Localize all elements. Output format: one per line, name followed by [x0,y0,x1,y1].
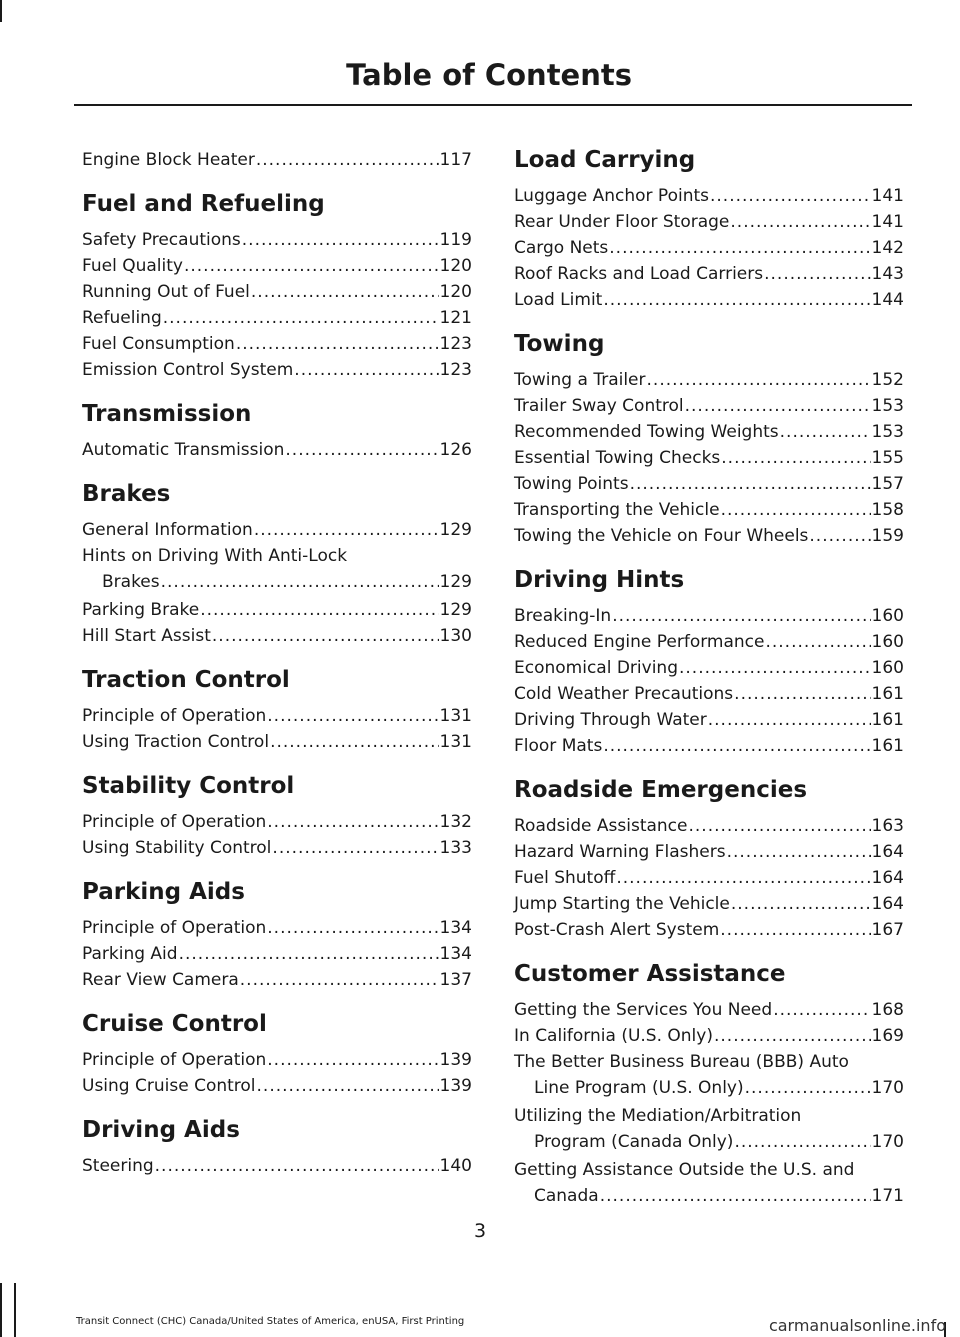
toc-entry-title: Brakes [102,572,160,592]
toc-entry[interactable] [514,445,904,471]
dot-leader [155,1153,439,1179]
toc-entry[interactable] [82,835,472,861]
dot-leader [242,227,439,253]
toc-entry-title: Using Stability Control [82,838,272,858]
toc-entry-title-line: Getting Assistance Outside the U.S. and [514,1160,855,1180]
toc-entry-page: 142 [871,238,904,258]
toc-entry[interactable] [514,1157,904,1209]
toc-entry-page: 123 [439,360,472,380]
toc-entry-page: 160 [871,606,904,626]
toc-entry-title: Fuel Consumption [82,334,235,354]
toc-entry[interactable] [82,1047,472,1073]
toc-entry[interactable] [514,865,904,891]
toc-entry-page: 141 [871,186,904,206]
dot-leader [685,393,871,419]
toc-entry-title: Roof Racks and Load Carriers [514,264,764,284]
toc-entry-page: 164 [871,894,904,914]
section-heading: Driving Hints [514,567,685,593]
toc-entry-title: Essential Towing Checks [514,448,721,468]
dot-leader [727,839,871,865]
toc-entry[interactable] [514,393,904,419]
section-heading: Customer Assistance [514,961,786,987]
toc-entry-page: 153 [871,422,904,442]
toc-entry-page: 153 [871,396,904,416]
toc-entry-title: Luggage Anchor Points [514,186,709,206]
toc-entry[interactable] [514,655,904,681]
toc-entry-page: 164 [871,842,904,862]
toc-entry-title: Using Traction Control [82,732,270,752]
toc-entry-page: 152 [871,370,904,390]
dot-leader [630,471,871,497]
toc-entry-page: 120 [439,256,472,276]
toc-entry-page: 119 [439,230,472,250]
crop-mark [0,0,2,22]
section-heading: Stability Control [82,773,295,799]
toc-entry-title: Towing a Trailer [514,370,646,390]
toc-entry-title: Towing Points [514,474,629,494]
toc-entry-title: Cargo Nets [514,238,609,258]
toc-entry[interactable] [514,603,904,629]
toc-entry-page: 170 [871,1078,904,1098]
toc-column-left [82,147,472,1179]
toc-entry-title: Rear View Camera [82,970,239,990]
toc-entry[interactable] [514,497,904,523]
dot-leader [647,367,871,393]
dot-leader [688,813,870,839]
toc-entry-page: 141 [871,212,904,232]
dot-leader [200,597,438,623]
dot-leader [267,1047,438,1073]
toc-entry-title: Parking Brake [82,600,200,620]
dot-leader [616,865,870,891]
toc-entry-page: 169 [871,1026,904,1046]
section-heading: Load Carrying [514,147,696,173]
toc-entry-title: Principle of Operation [82,812,267,832]
toc-entry-title: Steering [82,1156,154,1176]
toc-entry-title: Floor Mats [514,736,603,756]
dot-leader [721,497,871,523]
toc-entry-title-line: Hints on Driving With Anti-Lock [82,546,348,566]
toc-entry[interactable] [514,707,904,733]
toc-entry[interactable] [82,809,472,835]
toc-entry-page: 117 [439,150,472,170]
toc-entry-page: 133 [439,838,472,858]
toc-entry[interactable] [82,1153,472,1179]
section-heading: Transmission [82,401,252,427]
dot-leader [720,917,870,943]
page-title: Table of Contents [346,58,632,92]
section-heading: Parking Aids [82,879,245,905]
toc-entry[interactable] [82,331,472,357]
toc-entry[interactable] [514,997,904,1023]
dot-leader [285,437,438,463]
toc-entry[interactable] [82,437,472,463]
toc-entry-title: Parking Aid [82,944,178,964]
toc-entry[interactable] [514,209,904,235]
dot-leader [764,261,870,287]
toc-entry-title: General Information [82,520,253,540]
toc-entry-title: Roadside Assistance [514,816,688,836]
toc-entry-title: Jump Starting the Vehicle [514,894,730,914]
dot-leader [267,703,438,729]
dot-leader [773,997,870,1023]
dot-leader [809,523,870,549]
toc-entry-title: In California (U.S. Only) [514,1026,713,1046]
toc-entry-page: 132 [439,812,472,832]
toc-entry-page: 123 [439,334,472,354]
section-heading: Brakes [82,481,171,507]
toc-entry[interactable] [82,597,472,623]
toc-entry[interactable] [514,523,904,549]
crop-mark [0,1283,2,1337]
section-heading: Fuel and Refueling [82,191,325,217]
toc-entry-title: Fuel Quality [82,256,183,276]
toc-entry-page: 131 [439,732,472,752]
toc-entry-page: 171 [871,1186,904,1206]
dot-leader [294,357,438,383]
toc-entry[interactable] [82,357,472,383]
section-heading: Cruise Control [82,1011,267,1037]
dot-leader [603,733,870,759]
dot-leader [734,1129,870,1155]
toc-entry-title: Transporting the Vehicle [514,500,720,520]
toc-entry-title: Cold Weather Precautions [514,684,734,704]
toc-column-right [514,147,904,1211]
toc-entry-page: 155 [871,448,904,468]
dot-leader [710,183,871,209]
toc-entry[interactable] [82,967,472,993]
toc-entry[interactable] [514,917,904,943]
toc-entry[interactable] [82,227,472,253]
dot-leader [612,603,870,629]
toc-entry-title: Post-Crash Alert System [514,920,720,940]
dot-leader [212,623,439,649]
dot-leader [609,235,870,261]
toc-entry-page: 163 [871,816,904,836]
dot-leader [765,629,870,655]
dot-leader [272,835,438,861]
toc-entry[interactable] [514,1023,904,1049]
toc-entry-title: Principle of Operation [82,706,267,726]
dot-leader [267,915,438,941]
watermark: carmanualsonline.info [768,1316,946,1335]
toc-entry-page: 121 [439,308,472,328]
toc-entry-title: Recommended Towing Weights [514,422,779,442]
toc-entry-title: Emission Control System [82,360,294,380]
section-heading: Towing [514,331,605,357]
toc-entry-title: Load Limit [514,290,603,310]
toc-entry[interactable] [514,261,904,287]
toc-entry[interactable] [514,839,904,865]
toc-entry-page: 139 [439,1076,472,1096]
section-heading: Driving Aids [82,1117,240,1143]
toc-entry-title: Getting the Services You Need [514,1000,773,1020]
toc-entry-title: Reduced Engine Performance [514,632,765,652]
toc-entry[interactable] [514,1049,904,1101]
dot-leader [745,1075,871,1101]
dot-leader [184,253,439,279]
dot-leader [257,1073,439,1099]
toc-entry[interactable] [82,703,472,729]
toc-entry[interactable] [82,253,472,279]
toc-entry[interactable] [514,733,904,759]
toc-entry[interactable] [82,305,472,331]
toc-entry-page: 164 [871,868,904,888]
dot-leader [240,967,439,993]
dot-leader [714,1023,871,1049]
section-heading: Roadside Emergencies [514,777,808,803]
toc-entry-page: 157 [871,474,904,494]
toc-entry[interactable] [514,471,904,497]
toc-entry[interactable] [514,681,904,707]
toc-entry-title-line: The Better Business Bureau (BBB) Auto [514,1052,849,1072]
toc-entry-page: 139 [439,1050,472,1070]
page-number: 3 [473,1220,487,1242]
toc-entry[interactable] [514,813,904,839]
toc-entry-title-line: Utilizing the Mediation/Arbitration [514,1106,802,1126]
toc-entry-title: Towing the Vehicle on Four Wheels [514,526,809,546]
toc-entry-page: 160 [871,632,904,652]
toc-entry-title: Hill Start Assist [82,626,211,646]
toc-entry-page: 140 [439,1156,472,1176]
toc-entry-title: Canada [534,1186,599,1206]
dot-leader [730,209,870,235]
toc-entry-title: Hazard Warning Flashers [514,842,726,862]
toc-entry[interactable] [82,543,472,595]
dot-leader [254,517,439,543]
toc-entry-page: 130 [439,626,472,646]
section-heading: Traction Control [82,667,290,693]
toc-entry[interactable] [82,1073,472,1099]
toc-entry-page: 161 [871,736,904,756]
toc-entry-page: 144 [871,290,904,310]
toc-entry-title: Running Out of Fuel [82,282,250,302]
toc-entry-title: Trailer Sway Control [514,396,684,416]
toc-entry[interactable] [82,941,472,967]
dot-leader [780,419,871,445]
dot-leader [603,287,870,313]
toc-entry-title: Refueling [82,308,162,328]
dot-leader [708,707,871,733]
toc-entry-page: 131 [439,706,472,726]
toc-entry[interactable] [514,891,904,917]
dot-leader [251,279,439,305]
toc-entry-page: 129 [439,572,472,592]
toc-entry[interactable] [514,1103,904,1155]
toc-entry[interactable] [514,287,904,313]
toc-entry-title: Engine Block Heater [82,150,255,170]
dot-leader [256,147,439,173]
toc-entry-page: 170 [871,1132,904,1152]
toc-entry[interactable] [82,623,472,649]
toc-entry-title: Principle of Operation [82,1050,267,1070]
dot-leader [721,445,870,471]
toc-entry[interactable] [82,517,472,543]
toc-entry-title: Principle of Operation [82,918,267,938]
toc-entry-page: 168 [871,1000,904,1020]
toc-entry-page: 129 [439,600,472,620]
toc-entry[interactable] [514,367,904,393]
dot-leader [679,655,871,681]
toc-entry-page: 126 [439,440,472,460]
toc-entry-page: 167 [871,920,904,940]
dot-leader [161,569,439,595]
toc-entry-title: Fuel Shutoff [514,868,616,888]
toc-entry-page: 161 [871,684,904,704]
dot-leader [179,941,439,967]
dot-leader [600,1183,871,1209]
toc-entry[interactable] [82,279,472,305]
header-divider [74,104,912,106]
toc-entry-page: 134 [439,944,472,964]
dot-leader [270,729,438,755]
toc-entry-title: Safety Precautions [82,230,241,250]
toc-entry-page: 158 [871,500,904,520]
toc-entry-page: 137 [439,970,472,990]
toc-entry-page: 143 [871,264,904,284]
footer-text: Transit Connect (CHC) Canada/United States of America, enUSA, First Printing [76,1316,465,1327]
toc-entry-page: 129 [439,520,472,540]
toc-entry[interactable] [82,147,472,173]
toc-entry-title: Rear Under Floor Storage [514,212,730,232]
crop-mark [14,1283,16,1337]
toc-entry[interactable] [514,629,904,655]
toc-entry-title: Economical Driving [514,658,678,678]
dot-leader [734,681,870,707]
dot-leader [731,891,871,917]
toc-entry[interactable] [514,419,904,445]
toc-entry-title: Program (Canada Only) [534,1132,734,1152]
toc-entry-page: 160 [871,658,904,678]
toc-entry[interactable] [514,183,904,209]
toc-entry[interactable] [82,915,472,941]
dot-leader [267,809,438,835]
toc-entry-title: Using Cruise Control [82,1076,256,1096]
toc-entry-page: 120 [439,282,472,302]
toc-entry[interactable] [514,235,904,261]
dot-leader [236,331,439,357]
toc-entry-page: 161 [871,710,904,730]
toc-entry-page: 159 [871,526,904,546]
toc-entry[interactable] [82,729,472,755]
toc-entry-title: Automatic Transmission [82,440,285,460]
toc-entry-page: 134 [439,918,472,938]
dot-leader [163,305,439,331]
toc-entry-title: Line Program (U.S. Only) [534,1078,744,1098]
toc-entry-title: Breaking-In [514,606,612,626]
toc-entry-title: Driving Through Water [514,710,707,730]
